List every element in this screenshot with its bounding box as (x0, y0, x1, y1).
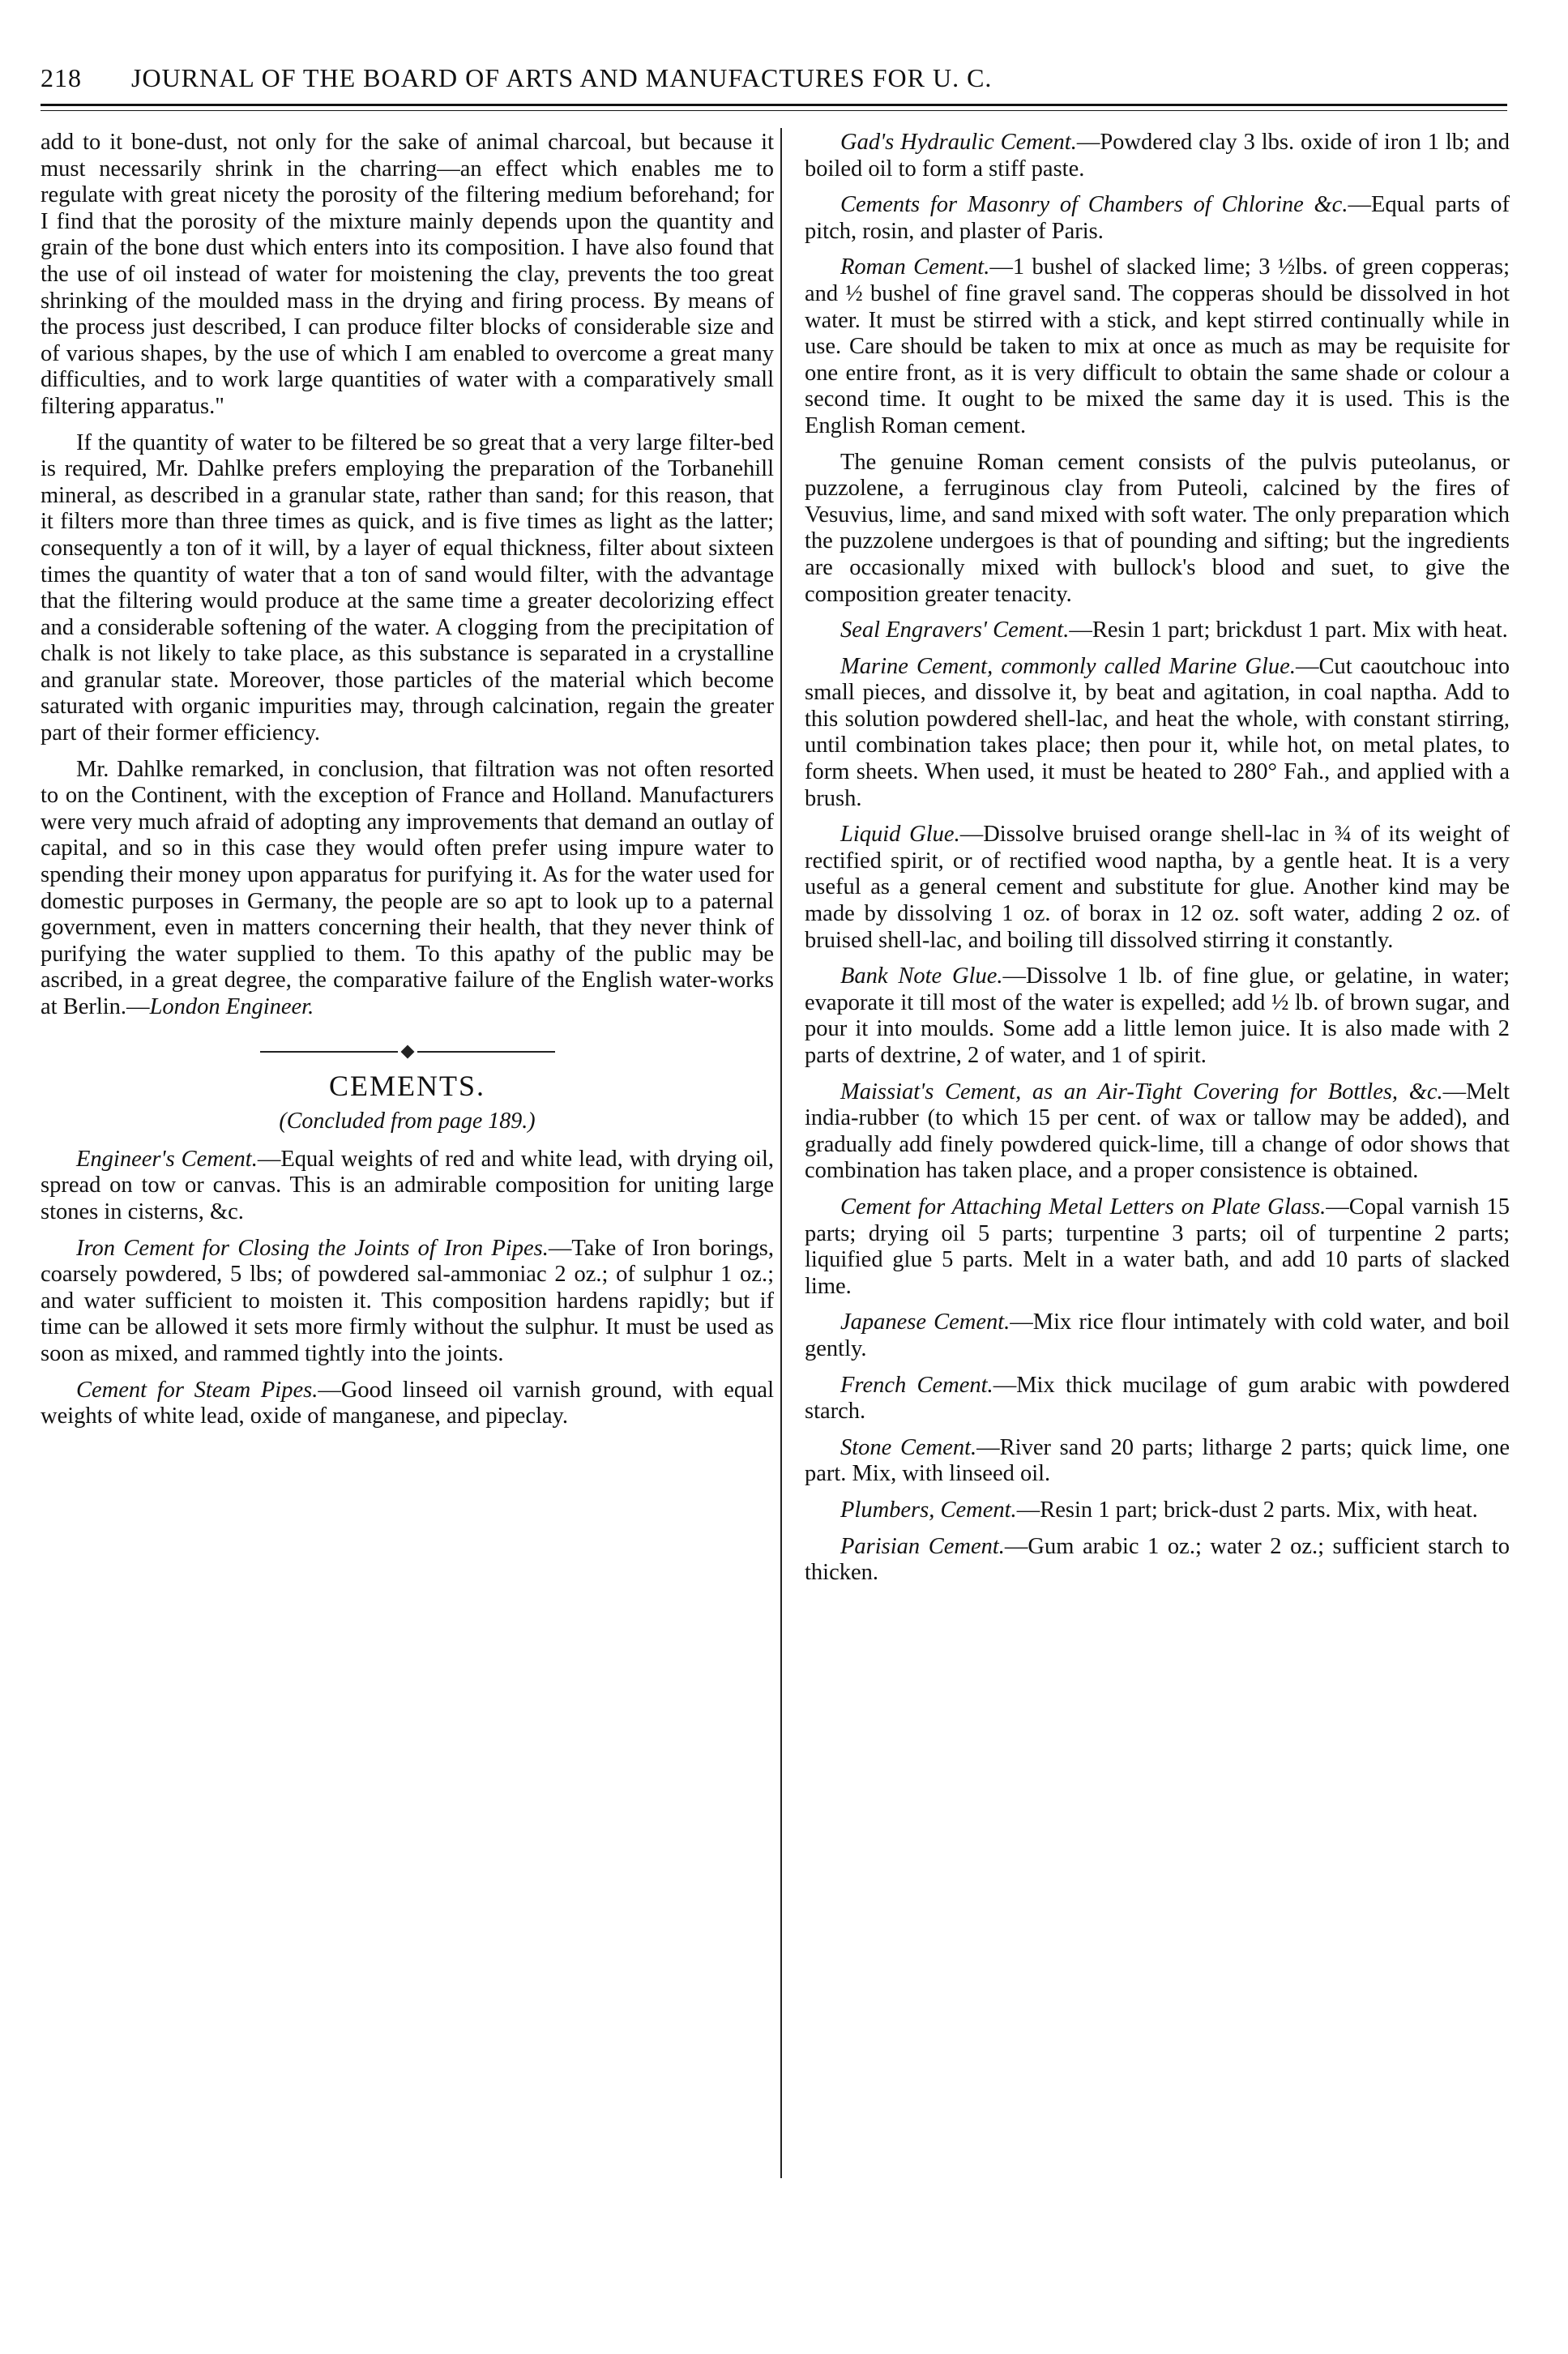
recipe-entry (805, 617, 1510, 644)
recipe-text: —River sand 20 parts; litharge 2 parts; quick lime, one part. Mix, with linseed oil. (805, 1434, 1510, 1487)
section-subtitle: (Concluded from page 189.) (279, 1109, 536, 1134)
recipe-text: —Cut caoutchouc into small pieces, and dissolve it, by beat and agitation, in coal naptha. Add to this solution powdered shell-lac, and heat the whole, with constant stirring, until combination takes place; then pour it, while hot, on metal plates, to form sheets. When used, it must be heated to 280° Fah., and applied with a brush. (805, 653, 1510, 811)
recipe-text: —1 bushel of slacked lime; 3 ½lbs. of green copperas; and ½ bushel of fine gravel sand. The copperas should be dissolved in hot water. It must be stirred with a stick, and kept stirred continually while in use. Care should be taken to mix at once as much as may be requisite for one entire front, as it is very difficult to obtain the same shade or colour a second time. It ought to be mixed the same day it is used. This is the English Roman cement. (805, 254, 1510, 438)
recipe-text: —Melt india-rubber (to which 15 per cent. of wax or tallow may be added), and gradually add finely powdered quick-lime, till a change of odor shows that combination has taken place, and a proper consistence is obtained. (805, 1079, 1510, 1184)
paragraph-text: Mr. Dahlke remarked, in conclusion, that filtration was not often resorted to on the Continent, with the exception of France and Holland. Manufacturers were very much afraid of adopting any improvements that demand an outlay of capital, and so in this case they would often prefer using impure water to spending their money upon apparatus for purifying it. As for the water used for domestic purposes in Germany, the people are so apt to look up to a paternal government, even in matters concerning their health, that they never think of purifying the water supplied to them. To this apathy of the public may be ascribed, in a great degree, the comparative failure of the English water-works at Berlin.— (41, 756, 774, 1019)
recipe-title: Roman Cement. (840, 254, 990, 280)
right-column (805, 130, 1510, 1596)
recipe-text: —Take of Iron borings, coarsely powdered, 5 lbs; of powdered sal-ammoniac 2 oz.; of sulphur 1 oz.; and water sufficient to moisten it. This composition hardens rapidly; but if time can be allowed it sets more firmly without the sulphur. It must be used as soon as mixed, and rammed tightly into the joints. (41, 1235, 774, 1366)
paragraph: The genuine Roman cement consists of the pulvis puteolanus, or puzzolene, a ferruginous clay from Puteoli, calcined by the fires of Vesuvius, lime, and sand mixed with soft water. The only preparation which the puzzolene undergoes is that of pounding and sifting; but the ingredients are occasionally mixed with bullock's blood and suet, to give the composition greater tenacity. (805, 449, 1510, 607)
recipe-entry (805, 1194, 1510, 1300)
paragraph (41, 757, 774, 1021)
recipe-text: —Dissolve 1 lb. of fine glue, or gelatine, in water; evaporate it till most of the water is expelled; add ½ lb. of brown sugar, and pour it into moulds. Some add a little lemon juice. It is also made with 2 parts of dextrine, 2 of water, and 1 of spirit. (805, 963, 1510, 1068)
recipe-text: —Good linseed oil varnish ground, with equal weights of white lead, oxide of manganese, and pipeclay. (41, 1377, 774, 1429)
recipe-text: —Gum arabic 1 oz.; water 2 oz.; sufficient starch to thicken. (805, 1533, 1510, 1586)
recipe-entry (805, 1497, 1510, 1524)
recipe-text: —Copal varnish 15 parts; drying oil 5 parts; turpentine 3 parts; oil of turpentine 2 parts; liquified glue 5 parts. Melt in a water bath, and add 10 parts of slacked lime. (805, 1194, 1510, 1299)
recipe-title: Plumbers, Cement. (840, 1497, 1017, 1523)
section-separator (41, 1047, 774, 1057)
running-header (41, 63, 1499, 104)
separator-line (260, 1051, 398, 1053)
recipe-text: —Resin 1 part; brick-dust 2 parts. Mix, with heat. (1016, 1497, 1478, 1523)
recipe-entry (805, 254, 1510, 439)
recipe-text: —Powdered clay 3 lbs. oxide of iron 1 lb; and boiled oil to form a stiff paste. (805, 130, 1510, 182)
recipe-entry (805, 822, 1510, 954)
recipe-text: —Equal weights of red and white lead, with drying oil, spread on tow or canvas. This is an admirable composition for uniting large stones in cisterns, &c. (41, 1146, 774, 1224)
source-credit: London Engineer. (149, 994, 314, 1019)
recipe-title: Engineer's Cement. (76, 1146, 258, 1172)
recipe-text: —Dissolve bruised orange shell-lac in ¾ of its weight of rectified spirit, or of rectified wood naptha, by a gentle heat. It is a very useful as a general cement and substitute for glue. Another kind may be made by dissolving 1 oz. of borax in 12 oz. soft water, adding 2 oz. of bruised shell-lac, and boiling till dissolved stirring it constantly. (805, 822, 1510, 953)
recipe-title: Liquid Glue. (840, 822, 960, 848)
recipe-title: Cements for Masonry of Chambers of Chlorine &c. (840, 192, 1348, 218)
recipe-title: Parisian Cement. (840, 1533, 1005, 1559)
journal-title: JOURNAL OF THE BOARD OF ARTS AND MANUFACTURES FOR U. C. (131, 63, 993, 92)
column-divider (780, 128, 782, 2178)
recipe-entry (805, 1534, 1510, 1587)
separator-line (417, 1051, 555, 1053)
recipe-title: Seal Engravers' Cement. (840, 617, 1070, 643)
recipe-title: Marine Cement, commonly called Marine Glue. (840, 653, 1296, 679)
recipe-title: Stone Cement. (840, 1434, 977, 1460)
recipe-entry (805, 1079, 1510, 1185)
recipe-text: —Equal parts of pitch, rosin, and plaster of Paris. (805, 192, 1510, 244)
recipe-text: —Mix rice flour intimately with cold water, and boil gently. (805, 1309, 1510, 1361)
recipe-entry (805, 130, 1510, 182)
left-column (41, 130, 774, 1440)
recipe-entry (805, 1435, 1510, 1488)
recipe-entry (805, 1373, 1510, 1425)
recipe-title: Cement for Steam Pipes. (76, 1377, 318, 1403)
recipe-title: Maissiat's Cement, as an Air-Tight Covering for Bottles, &c. (840, 1079, 1443, 1104)
recipe-title: Gad's Hydraulic Cement. (840, 130, 1077, 155)
recipe-entry (41, 1147, 774, 1226)
recipe-entry (41, 1378, 774, 1430)
paragraph: If the quantity of water to be filtered be so great that a very large filter-bed is required, Mr. Dahlke prefers employing the preparation of the Torbanehill mineral, as described in a granular state, rather than sand; for this reason, that it filters more than three times as quick, and is five times as light as the latter; consequently a ton of it will, by a layer of equal thickness, filter about sixteen times the quantity of water that a ton of sand would filter, with the advantage that the filtering would produce at the same time a greater decolorizing effect and a considerable softening of the water. A clogging from the precipitation of chalk is not likely to take place, as this substance is separated in a crystalline and granular state. Moreover, those particles of the material which become saturated with organic impurities may, through calcination, regain the greater part of their former efficiency. (41, 429, 774, 746)
recipe-entry (41, 1236, 774, 1368)
recipe-title: Japanese Cement. (840, 1309, 1010, 1335)
section-title: CEMENTS. (328, 1069, 485, 1102)
recipe-title: French Cement. (840, 1372, 993, 1398)
recipe-text: —Resin 1 part; brickdust 1 part. Mix with heat. (1069, 617, 1508, 643)
recipe-title: Bank Note Glue. (840, 963, 1003, 989)
separator-diamond-icon (400, 1045, 414, 1058)
recipe-entry (805, 963, 1510, 1069)
recipe-entry (805, 192, 1510, 245)
recipe-text: —Mix thick mucilage of gum arabic with powdered starch. (805, 1372, 1510, 1425)
recipe-title: Cement for Attaching Metal Letters on Plate Glass. (840, 1194, 1327, 1220)
recipe-entry (805, 654, 1510, 813)
page-number: 218 (41, 63, 82, 92)
recipe-entry (805, 1309, 1510, 1362)
paragraph: add to it bone-dust, not only for the sake of animal charcoal, but because it must necessarily shrink in the charring—an effect which enables me to regulate with great nicety the porosity of the filtering medium beforehand; for I find that the porosity of the mixture mainly depends upon the quantity and grain of the bone dust which enters into its composition. I have also found that the use of oil instead of water for moistening the clay, prevents the too great shrinking of the moulded mass in the drying and firing process. By means of the process just described, I can produce filter blocks of considerable size and of various shapes, by the use of which I am enabled to overcome a great many difficulties, and to work large quantities of water with a comparatively small filtering apparatus." (41, 130, 774, 419)
header-rule-thin (41, 110, 1507, 111)
recipe-title: Iron Cement for Closing the Joints of Iron Pipes. (76, 1235, 549, 1261)
header-rule-thick (41, 104, 1507, 106)
